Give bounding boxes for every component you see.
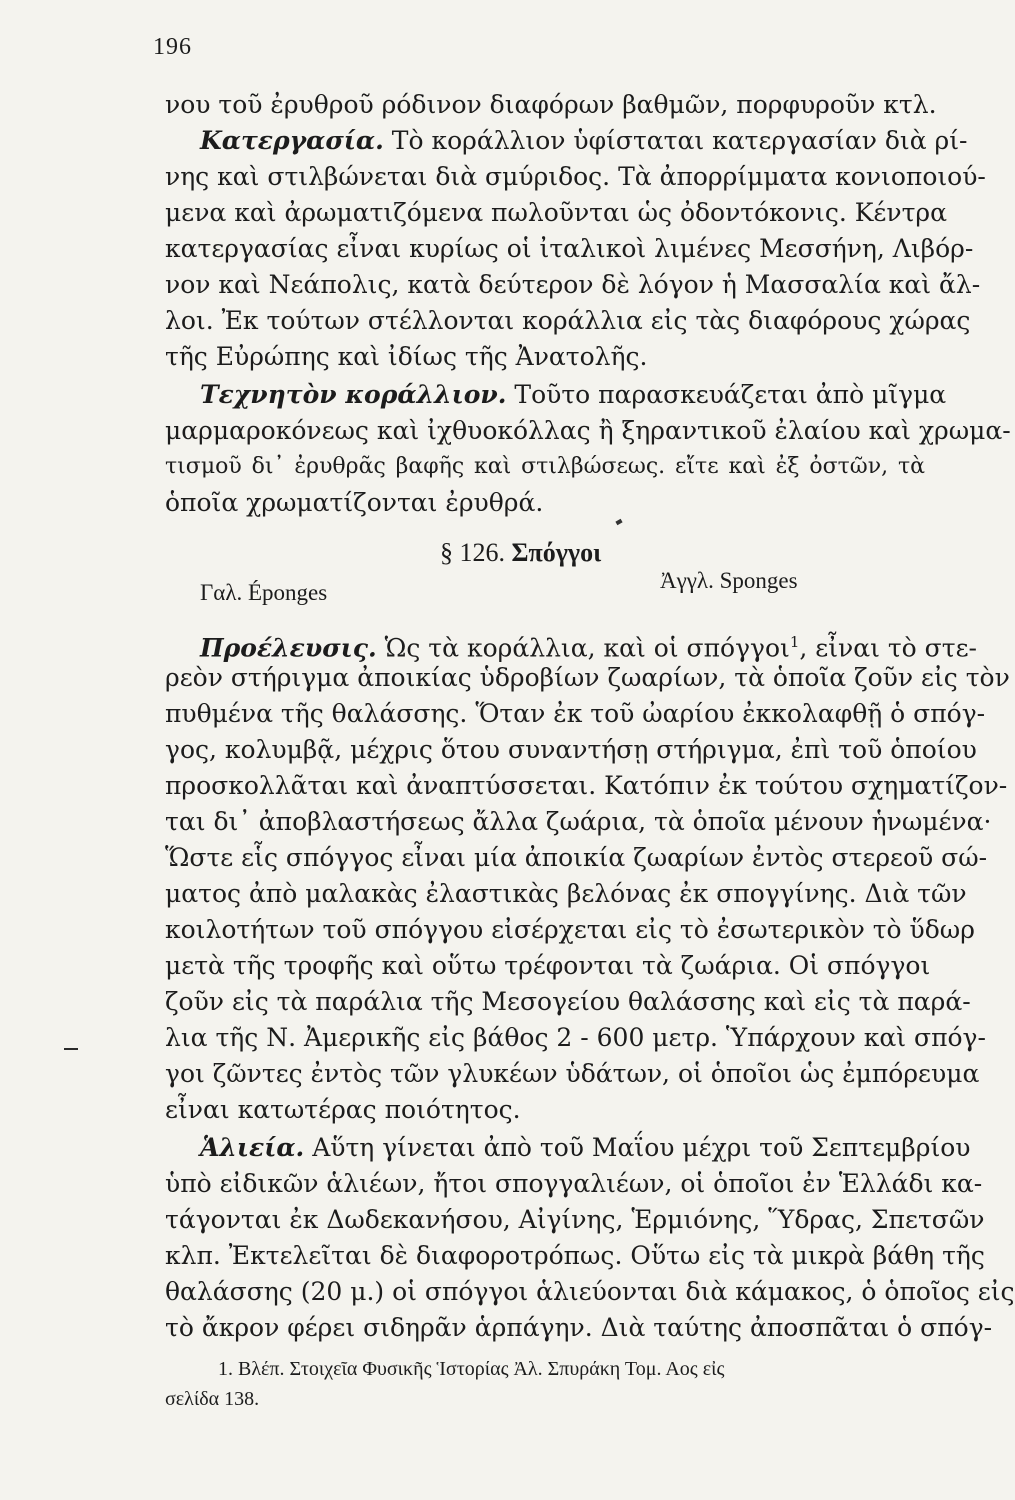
paragraph-fishing-line-1 — [200, 1131, 971, 1165]
paragraph-artificial-line-1 — [200, 378, 947, 412]
text-line: νης καὶ στιλβώνεται διὰ σμύριδος. Τὰ ἀπορρίμματα κονιοποιού- — [165, 162, 986, 191]
text-line: γοι ζῶντες ἐντὸς τῶν γλυκέων ὑδάτων, οἱ ὁποῖοι ὡς ἐμπόρευμα — [165, 1059, 980, 1088]
text-line: ὑπὸ εἰδικῶν ἁλιέων, ἤτοι σπογγαλιέων, οἱ ὁποῖοι ἐν Ἑλλάδι κα- — [165, 1169, 983, 1198]
page-number: 196 — [153, 34, 192, 60]
margin-mark — [64, 1048, 78, 1050]
text-span: Ὡς τὰ κοράλλια, καὶ οἱ σπόγγοι — [376, 633, 790, 663]
paragraph-processing-line-1 — [200, 124, 968, 158]
text-line: προσκολλᾶται καὶ ἀναπτύσσεται. Κατόπιν ἐκ τούτου σχηματίζον- — [165, 771, 1008, 800]
text-line: κλπ. Ἐκτελεῖται δὲ διαφοροτρόπως. Οὕτω εἰς τὰ μικρὰ βάθη τῆς — [165, 1241, 985, 1270]
text-line: θαλάσσης (20 μ.) οἱ σπόγγοι ἁλιεύονται διὰ κάμακος, ὁ ὁποῖος εἰς — [165, 1277, 1015, 1306]
footnote-line-2: σελίδα 138. — [165, 1388, 260, 1410]
text-line: τισμοῦ δι᾽ ἐρυθρᾶς βαφῆς καὶ στιλβώσεως. εἴτε καὶ ἐξ ὀστῶν, τὰ — [165, 454, 925, 479]
text-line: λοι. Ἐκ τούτων στέλλονται κοράλλια εἰς τὰς διαφόρους χώρας — [165, 306, 971, 335]
french-name: Γαλ. Éponges — [200, 580, 328, 605]
text-line: ται δι᾽ ἀποβλαστήσεως ἄλλα ζωάρια, τὰ ὁποῖα μένουν ἡνωμένα· — [165, 807, 992, 836]
text-line: μενα καὶ ἀρωματιζόμενα πωλοῦνται ὡς ὀδοντόκονις. Κέντρα — [165, 198, 947, 227]
text-line: νου τοῦ ἐρυθροῦ ρόδινον διαφόρων βαθμῶν, πορφυροῦν κτλ. — [165, 90, 937, 119]
text-line: τάγονται ἐκ Δωδεκανήσου, Αἰγίνης, Ἑρμιόνης, Ὕδρας, Σπετσῶν — [165, 1205, 985, 1234]
text-line: τὸ ἄκρον φέρει σιδηρᾶν ἁρπάγην. Διὰ ταύτης ἀποσπᾶται ὁ σπόγ- — [165, 1313, 993, 1342]
text-span: , εἶναι τὸ στε- — [799, 633, 977, 663]
text-line: μαρμαροκόνεως καὶ ἰχθυοκόλλας ἢ ξηραντικοῦ ἐλαίου καὶ χρωμα- — [165, 416, 1011, 445]
text-line: ζοῦν εἰς τὰ παράλια τῆς Μεσογείου θαλάσσης καὶ εἰς τὰ παρά- — [165, 987, 971, 1016]
footnote-ref[interactable]: 1 — [789, 633, 800, 651]
term-artificial-coral: Τεχνητὸν κοράλλιον. — [200, 380, 507, 409]
text-line: νον καὶ Νεάπολις, κατὰ δεύτερον δὲ λόγον ἡ Μασσαλία καὶ ἄλ- — [165, 270, 981, 299]
paragraph-origin-line-1 — [200, 625, 977, 665]
term-processing: Κατεργασία. — [200, 126, 384, 155]
text-line: κατεργασίας εἶναι κυρίως οἱ ἰταλικοὶ λιμένες Μεσσήνη, Λιβόρ- — [165, 234, 974, 263]
text-line: γος, κολυμβᾷ, μέχρις ὅτου συναντήσῃ στήριγμα, ἐπὶ τοῦ ὁποίου — [165, 735, 977, 764]
text-span: Τοῦτο παρασκευάζεται ἀπὸ μῖγμα — [506, 380, 947, 409]
text-line: κοιλοτήτων τοῦ σπόγγου εἰσέρχεται εἰς τὸ ἐσωτερικὸν τὸ ὕδωρ — [165, 915, 975, 944]
section-number: § 126. — [440, 538, 505, 567]
term-origin: Προέλευσις. — [200, 633, 377, 663]
text-line: λια τῆς Ν. Ἀμερικῆς εἰς βάθος 2 - 600 μετρ. Ὑπάρχουν καὶ σπόγ- — [165, 1023, 986, 1052]
text-line: ματος ἀπὸ μαλακὰς ἐλαστικὰς βελόνας ἐκ σπογγίνης. Διὰ τῶν — [165, 879, 967, 908]
footnote-line-1: 1. Βλέπ. Στοιχεῖα Φυσικῆς Ἱστορίας Ἀλ. Σπυράκη Τομ. Αος εἰς — [218, 1358, 725, 1380]
text-line: μετὰ τῆς τροφῆς καὶ οὕτω τρέφονται τὰ ζωάρια. Οἱ σπόγγοι — [165, 951, 931, 980]
term-fishing: Ἁλιεία. — [200, 1133, 305, 1162]
text-line: ρεὸν στήριγμα ἀποικίας ὑδροβίων ζωαρίων, τὰ ὁποῖα ζοῦν εἰς τὸν — [165, 663, 1010, 692]
text-span: Αὕτη γίνεται ἀπὸ τοῦ Μαΐου μέχρι τοῦ Σεπτεμβρίου — [304, 1133, 971, 1162]
section-heading — [440, 538, 601, 568]
text-line: πυθμένα τῆς θαλάσσης. Ὅταν ἐκ τοῦ ὠαρίου ἐκκολαφθῇ ὁ σπόγ- — [165, 699, 986, 728]
text-line: εἶναι κατωτέρας ποιότητος. — [165, 1095, 521, 1124]
print-speck — [615, 519, 622, 525]
text-span: Τὸ κοράλλιον ὑφίσταται κατεργασίαν διὰ ρί- — [383, 126, 968, 155]
text-line: Ὥστε εἷς σπόγγος εἶναι μία ἀποικία ζωαρίων ἐντὸς στερεοῦ σώ- — [165, 843, 988, 872]
english-name: Ἀγγλ. Sponges — [660, 568, 798, 593]
text-line: ὁποῖα χρωματίζονται ἐρυθρά. — [165, 488, 544, 517]
text-line: τῆς Εὐρώπης καὶ ἰδίως τῆς Ἀνατολῆς. — [165, 342, 648, 371]
section-title: Σπόγγοι — [511, 538, 602, 567]
